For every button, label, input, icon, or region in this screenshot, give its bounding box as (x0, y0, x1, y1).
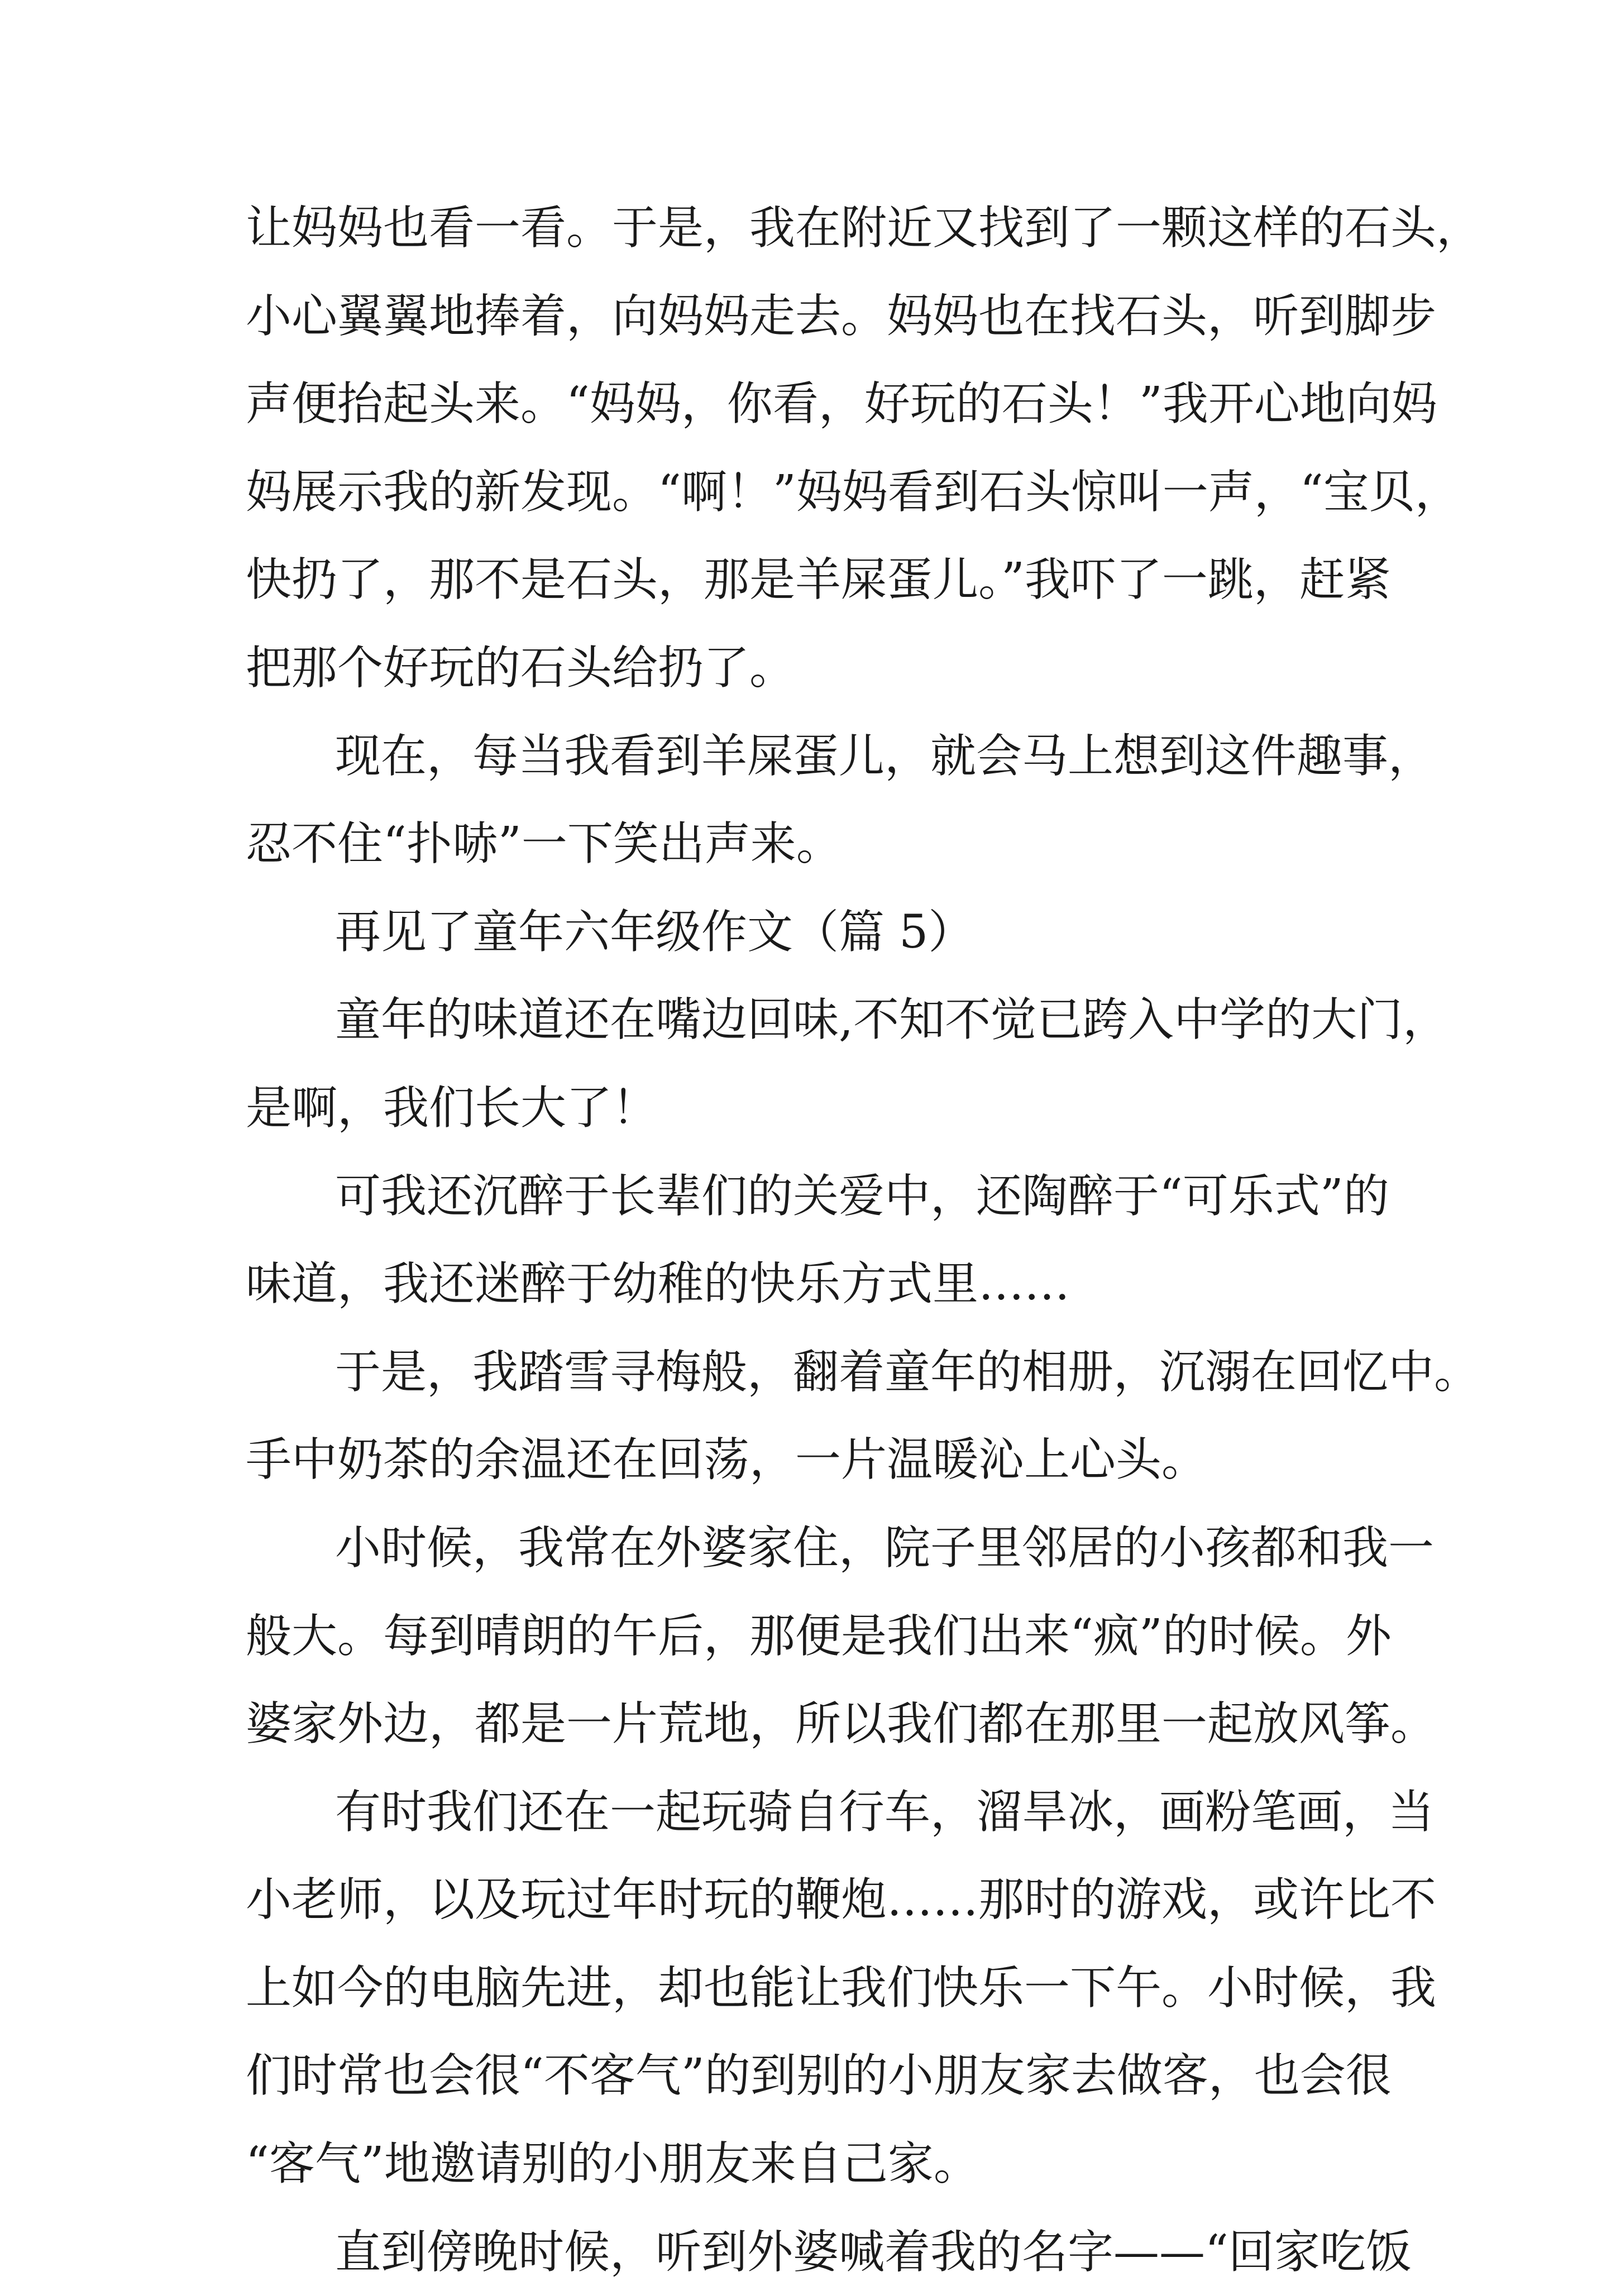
text-line: 快扔了，那不是石头，那是羊屎蛋儿。”我吓了一跳，赶紧 (246, 553, 1391, 607)
text-line: 童年的味道还在嘴边回味,不知不觉已跨入中学的大门， (335, 993, 1449, 1047)
text-line: 于是，我踏雪寻梅般，翻着童年的相册，沉溺在回忆中。 (335, 1345, 1480, 1399)
text-line: 小老师，以及玩过年时玩的鞭炮……那时的游戏，或许比不 (246, 1873, 1437, 1927)
text-line: 是啊，我们长大了！ (246, 1081, 658, 1135)
text-line: 婆家外边，都是一片荒地，所以我们都在那里一起放风筝。 (246, 1697, 1437, 1751)
text-line: 们时常也会很“不客气”的到别的小朋友家去做客，也会很 (246, 2049, 1392, 2103)
text-line: 再见了童年六年级作文（篇 5） (335, 905, 974, 959)
document-body (246, 184, 1483, 2296)
text-line: 小时候，我常在外婆家住，院子里邻居的小孩都和我一 (335, 1521, 1435, 1575)
text-line: 妈展示我的新发现。“啊！”妈妈看到石头惊叫一声，“宝贝， (246, 465, 1461, 519)
text-line: 手中奶茶的余温还在回荡，一片温暖沁上心头。 (246, 1433, 1208, 1487)
text-line: 忍不住“扑哧”一下笑出声来。 (246, 817, 842, 871)
text-line: 有时我们还在一起玩骑自行车，溜旱冰，画粉笔画，当 (335, 1785, 1435, 1839)
text-line: “客气”地邀请别的小朋友来自己家。 (246, 2137, 979, 2191)
text-line: 般大。每到晴朗的午后，那便是我们出来“疯”的时候。外 (246, 1609, 1392, 1663)
text-line: 可我还沉醉于长辈们的关爱中，还陶醉于“可乐式”的 (335, 1169, 1389, 1223)
text-line: 现在，每当我看到羊屎蛋儿，就会马上想到这件趣事， (335, 729, 1435, 783)
text-line: 上如今的电脑先进，却也能让我们快乐一下午。小时候，我 (246, 1961, 1437, 2015)
text-line: 让妈妈也看一看。于是，我在附近又找到了一颗这样的石头， (246, 202, 1483, 255)
text-line: 直到傍晚时候，听到外婆喊着我的名字——“回家吃饭 (335, 2225, 1412, 2279)
text-line: 声便抬起头来。“妈妈，你看，好玩的石头！”我开心地向妈 (246, 377, 1437, 431)
text-line: 把那个好玩的石头给扔了。 (246, 641, 796, 695)
text-line: 味道，我还迷醉于幼稚的快乐方式里…… (246, 1257, 1070, 1311)
text-line: 小心翼翼地捧着，向妈妈走去。妈妈也在找石头，听到脚步 (246, 289, 1437, 343)
